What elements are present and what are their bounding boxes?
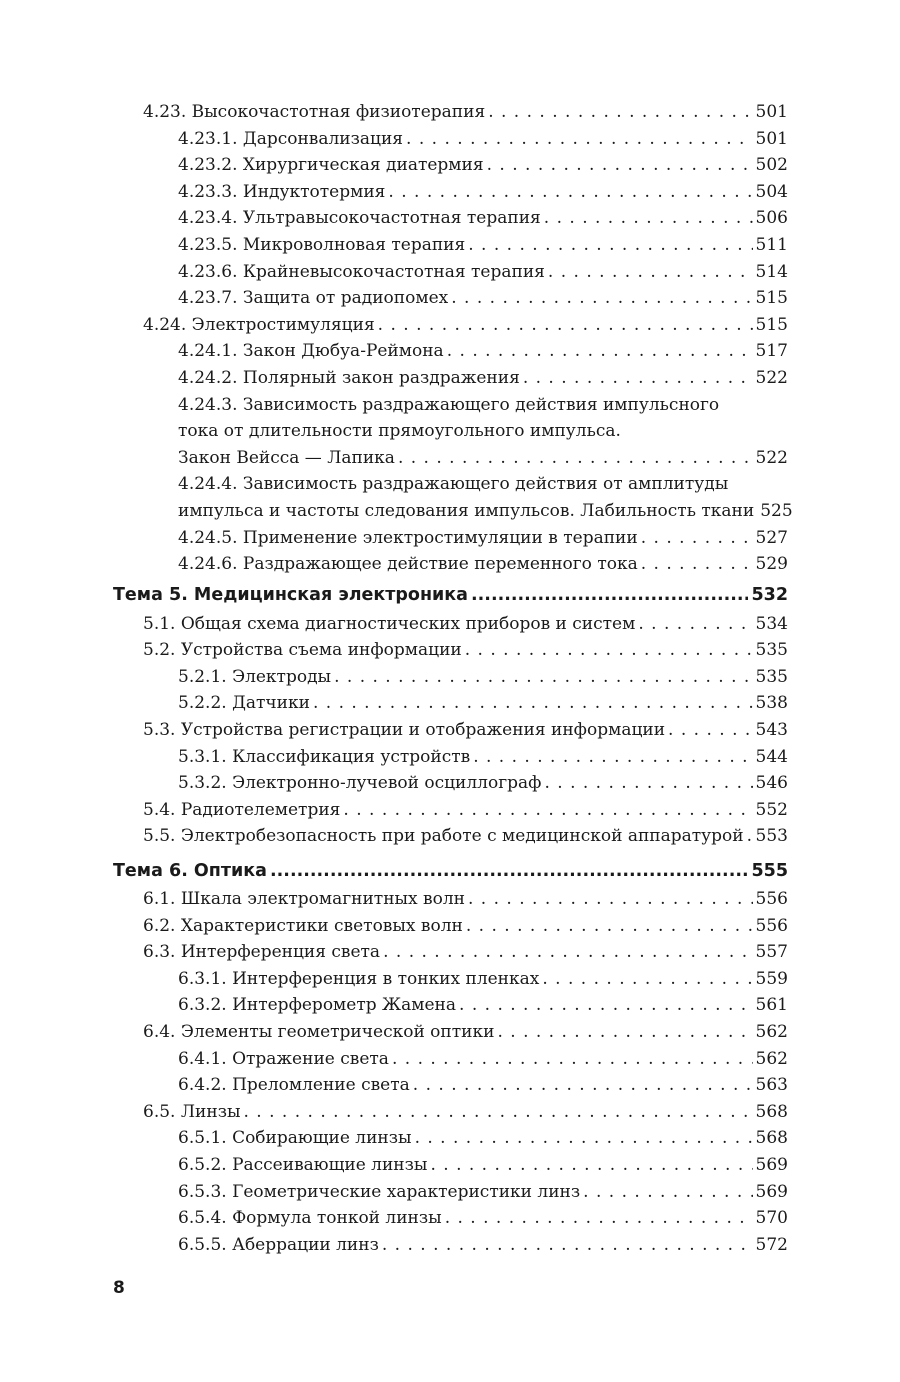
toc-entry-title: 6.5.2. Рассеивающие линзы [178, 1154, 428, 1175]
toc-group-4-24-tail [113, 525, 788, 578]
toc-entry [113, 611, 788, 638]
toc-group-topic-5 [113, 611, 788, 850]
toc-entry-page: 568 [755, 1128, 788, 1149]
toc-entry-title: 4.23.4. Ультравысокочастотная терапия [178, 208, 541, 229]
toc-entry [113, 966, 788, 993]
toc-entry-page: 504 [755, 181, 788, 202]
dot-leader [542, 966, 752, 993]
toc-entry-title: 6.4. Элементы геометрической оптики [143, 1022, 495, 1042]
toc-entry-title: 4.24.2. Полярный закон раздражения [178, 367, 520, 388]
dot-leader [451, 285, 752, 312]
topic-title: Тема 6. Оптика [113, 861, 267, 882]
toc-entry-title: 5.2. Устройства съема информации [143, 640, 462, 661]
toc-entry-page: 556 [755, 915, 788, 936]
toc-entry-page: 517 [755, 341, 788, 362]
toc-entry-page: 559 [755, 968, 788, 989]
toc-entry [113, 770, 788, 797]
toc-entry [113, 498, 793, 525]
toc-entry-line: 4.24.4. Зависимость раздражающего действия от амплитуды [178, 474, 729, 495]
toc-entry-title: 6.5.1. Собирающие линзы [178, 1128, 412, 1149]
toc-entry [113, 637, 788, 664]
toc-entry-title: 6.3.1. Интерференция в тонких пленках [178, 968, 540, 989]
toc-entry [113, 913, 788, 940]
dot-leader [468, 232, 752, 259]
dot-leader [466, 913, 753, 940]
dot-leader [583, 1179, 752, 1206]
dot-leader [415, 1125, 753, 1152]
toc-entry-title: 5.2.1. Электроды [178, 666, 332, 687]
toc-entry [113, 205, 788, 232]
dot-leader [473, 744, 752, 771]
dot-leader [343, 797, 752, 824]
toc-entry-page: 525 [760, 500, 793, 521]
dot-leader [313, 690, 753, 717]
dot-leader [406, 126, 753, 153]
toc-entry-title: 6.2. Характеристики световых волн [143, 915, 463, 936]
dot-leader [544, 205, 753, 232]
toc-entry [113, 445, 788, 472]
toc-entry-page: 515 [755, 314, 788, 335]
toc-entry-title: 6.5. Линзы [143, 1101, 241, 1122]
toc-entry-title: 5.2.2. Датчики [178, 693, 310, 714]
topic-page: 555 [751, 861, 788, 882]
toc-entry-page: 511 [755, 234, 788, 255]
dot-leader [413, 1072, 753, 1099]
dot-leader [244, 1099, 753, 1126]
toc-entry [113, 1205, 788, 1232]
toc-entry-title: 6.1. Шкала электромагнитных волн [143, 889, 465, 910]
toc-entry-page: 563 [755, 1075, 788, 1096]
dot-leader [392, 1046, 753, 1073]
toc-entry-title: 4.23.7. Защита от радиопомех [178, 288, 449, 309]
toc-entry [113, 179, 788, 206]
toc-entry [113, 992, 788, 1019]
toc-entry-page: 562 [755, 1048, 788, 1069]
toc-entry-page: 515 [755, 288, 788, 309]
dot-leader [430, 1152, 752, 1179]
dot-leader [747, 823, 753, 850]
toc-entry-title: 4.24. Электростимуляция [143, 314, 375, 335]
dot-leader [388, 179, 752, 206]
toc-entry [113, 1152, 788, 1179]
toc-entry-title: 4.23.1. Дарсонвализация [178, 128, 404, 149]
dot-leader [641, 551, 753, 578]
toc-entry-title: 4.23.5. Микроволновая терапия [178, 234, 466, 255]
toc-entry [113, 259, 788, 286]
toc-entry [113, 797, 788, 824]
topic-heading-6 [113, 857, 788, 885]
toc-entry [113, 717, 788, 744]
toc-group-4-23 [113, 99, 788, 392]
toc-entry-page: 534 [755, 613, 788, 634]
toc-entry [113, 1046, 788, 1073]
toc-entry [113, 1125, 788, 1152]
toc-entry-page: 501 [755, 128, 788, 149]
toc-entry-line: тока от длительности прямоугольного импульса. [178, 421, 621, 442]
toc-entry-title: Закон Вейсса — Лапика [178, 447, 395, 468]
toc-entry-title: 6.4.2. Преломление света [178, 1075, 410, 1096]
toc-entry [113, 365, 788, 392]
dot-leader [497, 1019, 752, 1046]
toc-group-topic-6 [113, 886, 788, 1258]
dot-leader [488, 99, 752, 126]
dot-leader [447, 338, 753, 365]
toc-entry-title: 4.23. Высокочастотная физиотерапия [143, 102, 486, 122]
toc-entry-4-24-3 [113, 392, 788, 472]
toc-entry-page: 557 [755, 942, 788, 963]
toc-entry [113, 525, 788, 552]
toc-entry-title: 5.5. Электробезопасность при работе с медицинской аппаратурой [143, 826, 744, 847]
toc-entry [113, 744, 788, 771]
page-number: 8 [113, 1278, 125, 1298]
toc-entry-title: 4.24.6. Раздражающее действие переменного тока [178, 554, 638, 575]
toc-entry [113, 690, 788, 717]
toc-entry-title: 6.3.2. Интерферометр Жамена [178, 995, 457, 1016]
toc-entry [113, 1099, 788, 1126]
toc-entry-title: 5.1. Общая схема диагностических приборов и систем [143, 613, 636, 634]
toc-entry [113, 99, 788, 126]
toc-entry [113, 664, 788, 691]
toc-entry-page: 546 [755, 773, 788, 794]
toc-entry-page: 506 [755, 208, 788, 229]
dot-leader [382, 1232, 753, 1259]
toc-entry-page: 514 [755, 261, 788, 282]
dot-leader [334, 664, 752, 691]
toc-entry-page: 544 [755, 746, 788, 767]
dot-leader [459, 992, 753, 1019]
toc-entry [113, 939, 788, 966]
toc-entry-page: 535 [755, 666, 788, 687]
toc-entry-title: 6.5.4. Формула тонкой линзы [178, 1208, 442, 1229]
toc-entry-page: 568 [755, 1101, 788, 1122]
dot-leader [548, 259, 753, 286]
toc-entry-page: 501 [755, 102, 788, 122]
dot-leader [465, 637, 753, 664]
table-of-contents [113, 99, 793, 1258]
toc-entry-page: 570 [755, 1208, 788, 1229]
dot-leader [471, 581, 748, 609]
toc-entry [113, 285, 788, 312]
dot-leader [641, 525, 753, 552]
toc-entry-page: 562 [755, 1022, 788, 1042]
toc-entry-page: 569 [755, 1181, 788, 1202]
toc-entry-page: 552 [755, 799, 788, 820]
toc-entry-line: 4.24.3. Зависимость раздражающего действия импульсного [178, 394, 720, 415]
toc-entry-title: 6.4.1. Отражение света [178, 1048, 389, 1069]
toc-entry-title: 6.5.5. Аберрации линз [178, 1234, 379, 1255]
toc-entry-title: 4.23.6. Крайневысокочастотная терапия [178, 261, 545, 282]
toc-entry [113, 886, 788, 913]
dot-leader [668, 717, 753, 744]
toc-entry [113, 152, 788, 179]
toc-entry-page: 529 [755, 554, 788, 575]
dot-leader [638, 611, 752, 638]
toc-entry [113, 551, 788, 578]
toc-entry-title: 5.3.1. Классификация устройств [178, 746, 471, 767]
toc-entry-title: 5.4. Радиотелеметрия [143, 799, 341, 820]
toc-entry-page: 522 [755, 367, 788, 388]
dot-leader [544, 770, 752, 797]
toc-entry [113, 1019, 788, 1046]
topic-page: 532 [751, 584, 788, 605]
toc-entry-title: импульса и частоты следования импульсов. Лабильность ткани [178, 500, 755, 521]
toc-entry [113, 1179, 788, 1206]
toc-entry [113, 312, 788, 339]
toc-entry-page: 572 [755, 1234, 788, 1255]
toc-entry-page: 527 [755, 527, 788, 548]
dot-leader [445, 1205, 753, 1232]
toc-entry-4-24-4 [113, 471, 793, 524]
toc-entry [113, 338, 788, 365]
toc-entry [113, 232, 788, 259]
toc-entry-title: 6.5.3. Геометрические характеристики линз [178, 1181, 581, 1202]
dot-leader [487, 152, 753, 179]
toc-entry-title: 4.23.2. Хирургическая диатермия [178, 155, 484, 176]
toc-entry-page: 535 [755, 640, 788, 661]
toc-entry-page: 561 [755, 995, 788, 1016]
toc-entry-title: 4.24.1. Закон Дюбуа-Реймона [178, 341, 444, 362]
toc-entry-title: 4.24.5. Применение электростимуляции в терапии [178, 527, 638, 548]
toc-entry-page: 556 [755, 889, 788, 910]
toc-entry [113, 126, 788, 153]
toc-entry [113, 823, 788, 850]
dot-leader [270, 857, 748, 885]
toc-entry [113, 1072, 788, 1099]
dot-leader [523, 365, 753, 392]
dot-leader [383, 939, 752, 966]
dot-leader [468, 886, 753, 913]
toc-entry-title: 6.3. Интерференция света [143, 942, 381, 963]
dot-leader [398, 445, 753, 472]
toc-entry-page: 553 [755, 826, 788, 847]
toc-entry-page: 543 [755, 720, 788, 741]
toc-entry-page: 538 [755, 693, 788, 714]
toc-entry-title: 4.23.3. Индуктотермия [178, 181, 386, 202]
toc-entry-page: 502 [755, 155, 788, 176]
toc-entry-title: 5.3. Устройства регистрации и отображения информации [143, 720, 666, 741]
toc-entry [113, 1232, 788, 1259]
topic-heading-5 [113, 581, 788, 609]
topic-title: Тема 5. Медицинская электроника [113, 584, 468, 605]
toc-entry-page: 522 [755, 447, 788, 468]
toc-entry-title: 5.3.2. Электронно-лучевой осциллограф [178, 773, 542, 794]
dot-leader [378, 312, 753, 339]
toc-entry-page: 569 [755, 1154, 788, 1175]
